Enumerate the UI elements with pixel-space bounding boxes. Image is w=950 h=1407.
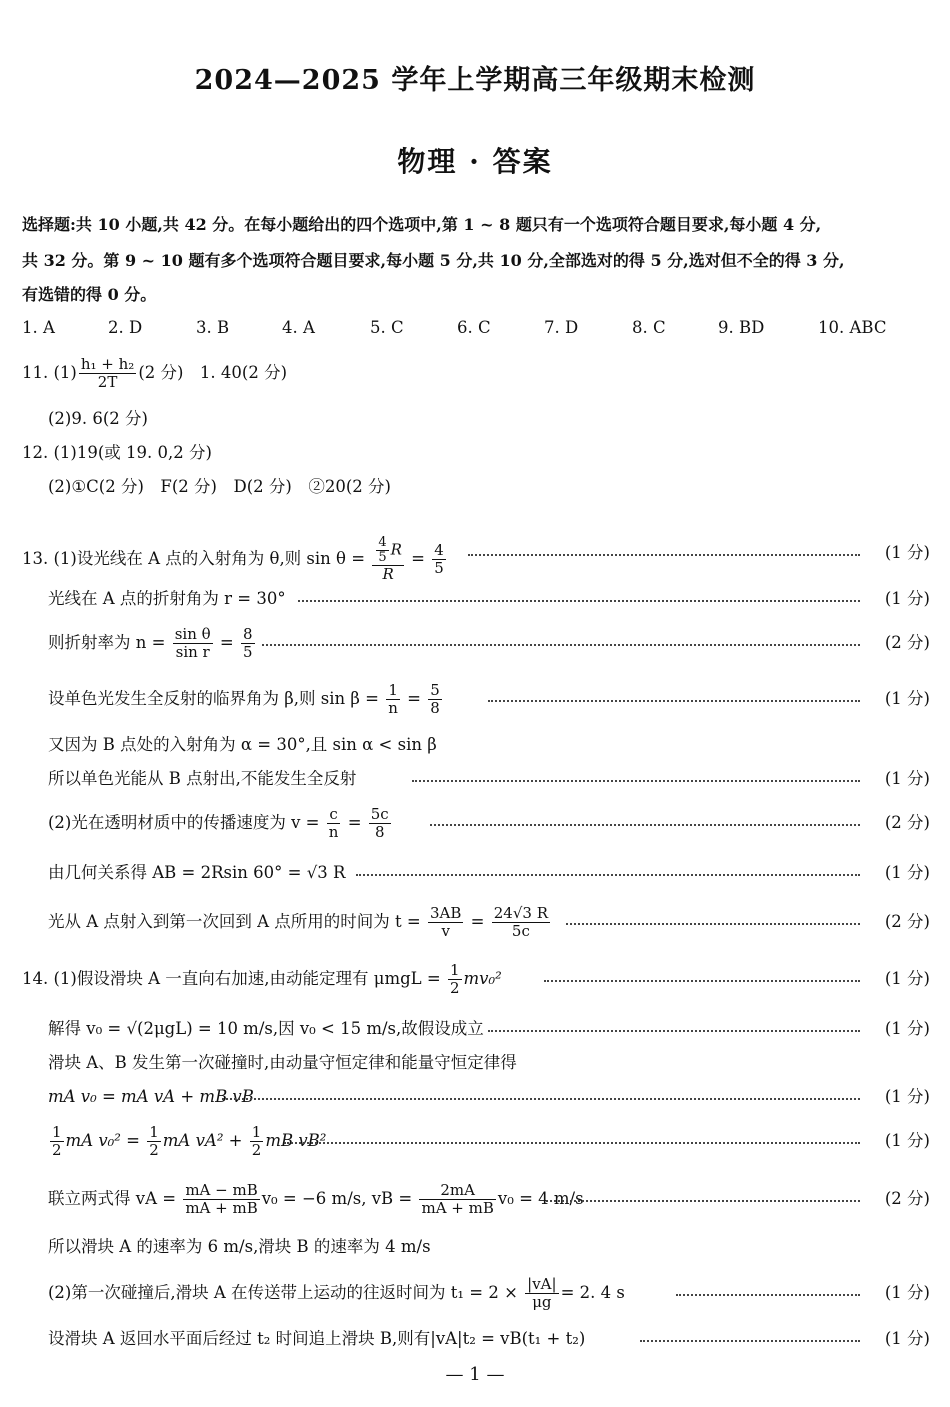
q14-line-4: mA v₀ = mA vA + mB vB (1 分) (0, 1080, 950, 1114)
mc-answer-8: 8. C (632, 318, 666, 337)
q11-part1 (0, 356, 950, 390)
points: (1 分) (884, 1329, 930, 1348)
points: (1 分) (884, 769, 930, 788)
points: (2 分) (884, 1189, 930, 1208)
points: (1 分) (884, 1019, 930, 1038)
q14-line-9: 设滑块 A 返回水平面后经过 t₂ 时间追上滑块 B,则有|vA|t₂ = vB(t₁ + t₂) (1 分) (0, 1322, 950, 1356)
mc-answer-3: 3. B (196, 318, 230, 337)
q14-line-6: 联立两式得 vA = $\frac{mA - mB}{mA + mB}$ v₀ = −6 m/s, vB = $\frac{2mA}{mA + mB}$ v₀ = 4 m/s (2 分) (48, 1181, 930, 1217)
q13-line-1: 13. (1)设光线在 A 点的入射角为 θ,则 sin θ = $\frac{4}{5}$ R R = $\frac{4}{5}$ (1 分) (22, 535, 930, 583)
points: (2 分) (884, 813, 930, 832)
points: (2 分) (884, 912, 930, 931)
intro-line-1: 选择题:共 10 小题,共 42 分。在每小题给出的四个选项中,第 1 ~ 8 题只有一个选项符合题目要求,每小题 4 分, (22, 215, 822, 234)
q11-part2: (2)9. 6(2 分) (48, 409, 148, 428)
mc-answer-9: 9. BD (718, 318, 765, 337)
q14-line-8: (2)第一次碰撞后,滑块 A 在传送带上运动的往返时间为 t₁ = 2 × $\frac{|vA|}{\mu g}$ = 2. 4 s (1 分) (48, 1275, 930, 1311)
intro-line-2: 共 32 分。第 9 ~ 10 题有多个选项符合题目要求,每小题 5 分,共 10 分,全部选对的得 5 分,选对但不全的得 3 分, (22, 251, 845, 270)
points: (1 分) (884, 1131, 930, 1150)
mc-answer-1: 1. A (22, 318, 55, 337)
points: (2 分) (884, 633, 930, 652)
q13-line-2: 光线在 A 点的折射角为 r = 30° (1 分) (0, 582, 950, 616)
q12-part2: (2)①C(2 分) F(2 分) D(2 分) ②20(2 分) (48, 477, 391, 496)
points: (1 分) (884, 969, 930, 988)
mc-answer-4: 4. A (282, 318, 315, 337)
intro-line-3: 有选错的得 0 分。 (22, 285, 157, 304)
points: (1 分) (884, 1087, 930, 1106)
q12-part1: 12. (1)19(或 19. 0,2 分) (22, 443, 212, 462)
q11-label: 11. (1) (22, 363, 77, 382)
q13-line-5: 又因为 B 点处的入射角为 α = 30°,且 sin α < sin β (48, 735, 437, 754)
q13-line-9: 光从 A 点射入到第一次回到 A 点所用的时间为 t = $\frac{3AB}{v}$ = $\frac{24√3 R}{5c}$ (2 分) (48, 904, 930, 940)
points: (1 分) (884, 863, 930, 882)
mc-answer-5: 5. C (370, 318, 404, 337)
mc-answer-2: 2. D (108, 318, 143, 337)
q14-line-7: 所以滑块 A 的速率为 6 m/s,滑块 B 的速率为 4 m/s (48, 1237, 431, 1256)
points: (1 分) (884, 589, 930, 608)
page-number: — 1 — (445, 1364, 505, 1385)
q13-line-6: 所以单色光能从 B 点射出,不能发生全反射 (1 分) (0, 762, 950, 796)
q14-line-5: $\frac{1}{2}$ mA v₀² = $\frac{1}{2}$ mA vA² + $\frac{1}{2}$ mB vB² (1 分) (52, 1123, 930, 1159)
mc-answer-6: 6. C (457, 318, 491, 337)
points: (1 分) (884, 689, 930, 708)
mc-answer-10: 10. ABC (818, 318, 887, 337)
q13-line-8: 由几何关系得 AB = 2Rsin 60° = √3 R (1 分) (0, 856, 950, 890)
q14-line-2: 解得 v₀ = √(2μgL) = 10 m/s,因 v₀ < 15 m/s,故假设成立 (1 分) (0, 1012, 950, 1046)
q13-line-3: 则折射率为 n = $\frac{\text{sin θ}}{\text{sin r}}$ = $\frac{8}{5}$ (2 分) (48, 625, 930, 661)
q14-line-3: 滑块 A、B 发生第一次碰撞时,由动量守恒定律和能量守恒定律得 (48, 1053, 517, 1072)
nested-fraction: $\frac{4}{5}$ R R (372, 536, 404, 583)
points: (1 分) (884, 1283, 930, 1302)
q14-line-1: 14. (1)假设滑块 A 一直向右加速,由动能定理有 μmgL = $\frac{1}{2}$ mv₀² (1 分) (22, 961, 930, 997)
q13-line-4: 设单色光发生全反射的临界角为 β,则 sin β = $\frac{1}{n}$ = $\frac{5}{8}$ (1 分) (48, 681, 930, 717)
subject-title: 物理 · 答案 (397, 145, 553, 178)
fraction: $\frac{\text{h₁ + h₂}}{2T}$ (80, 355, 135, 391)
exam-title: 2024—2025 学年上学期高三年级期末检测 (194, 65, 756, 96)
mc-answer-7: 7. D (544, 318, 579, 337)
q11-after: (2 分) 1. 40(2 分) (138, 363, 288, 382)
points: (1 分) (884, 543, 930, 562)
q13-line-7: (2)光在透明材质中的传播速度为 v = $\frac{c}{n}$ = $\frac{5c}{8}$ (2 分) (48, 805, 930, 841)
